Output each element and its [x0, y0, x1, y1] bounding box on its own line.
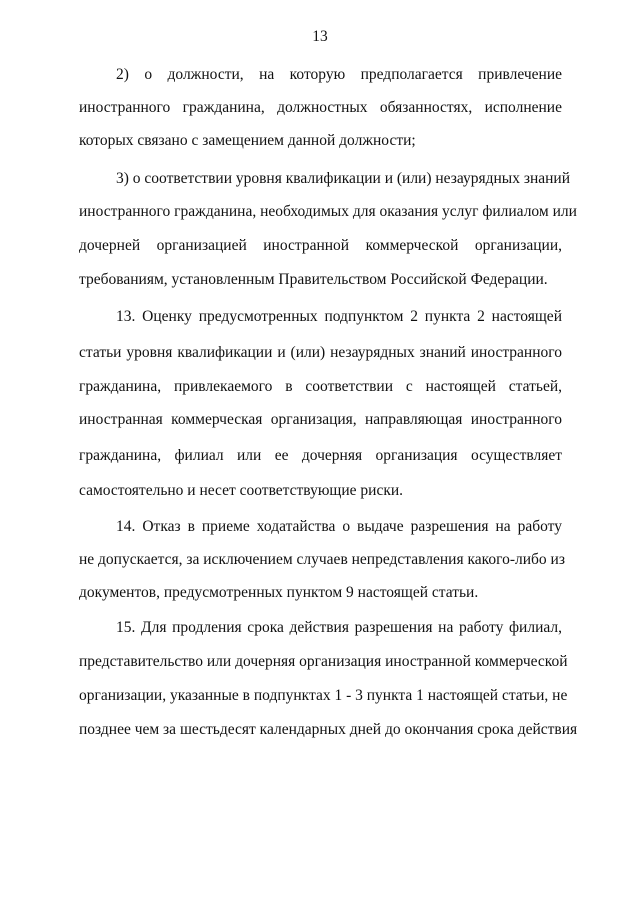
text-line: организации, указанные в подпунктах 1 - 3 пункта 1 настоящей статьи, не [79, 687, 568, 704]
text-line: гражданина, филиал или ее дочерняя организация осуществляет [79, 447, 562, 464]
text-line: иностранная коммерческая организация, направляющая иностранного [79, 411, 562, 428]
text-line: 15. Для продления срока действия разрешения на работу филиал, [116, 619, 562, 636]
text-line: статьи уровня квалификации и (или) незаурядных знаний иностранного [79, 344, 562, 361]
text-line: дочерней организацией иностранной коммерческой организации, [79, 237, 562, 254]
text-line: представительство или дочерняя организация иностранной коммерческой [79, 653, 568, 670]
text-line: 13. Оценку предусмотренных подпунктом 2 пункта 2 настоящей [116, 308, 562, 325]
text-line: которых связано с замещением данной должности; [79, 132, 416, 149]
text-line: 2) о должности, на которую предполагается привлечение [116, 66, 562, 83]
text-line: не допускается, за исключением случаев непредставления какого-либо из [79, 551, 565, 568]
text-line: иностранного гражданина, должностных обязанностях, исполнение [79, 99, 562, 116]
text-line: самостоятельно и несет соответствующие риски. [79, 482, 404, 499]
text-line: документов, предусмотренных пунктом 9 настоящей статьи. [79, 584, 479, 601]
text-line: требованиям, установленным Правительством Российской Федерации. [79, 271, 548, 288]
text-line: 14. Отказ в приеме ходатайства о выдаче разрешения на работу [116, 518, 562, 535]
text-line: позднее чем за шестьдесят календарных дней до окончания срока действия [79, 721, 578, 738]
text-line: гражданина, привлекаемого в соответствии с настоящей статьей, [79, 378, 562, 395]
text-line: 3) о соответствии уровня квалификации и (или) незаурядных знаний [116, 170, 571, 187]
page-number: 13 [312, 28, 328, 45]
text-line: иностранного гражданина, необходимых для оказания услуг филиалом или [79, 203, 577, 220]
